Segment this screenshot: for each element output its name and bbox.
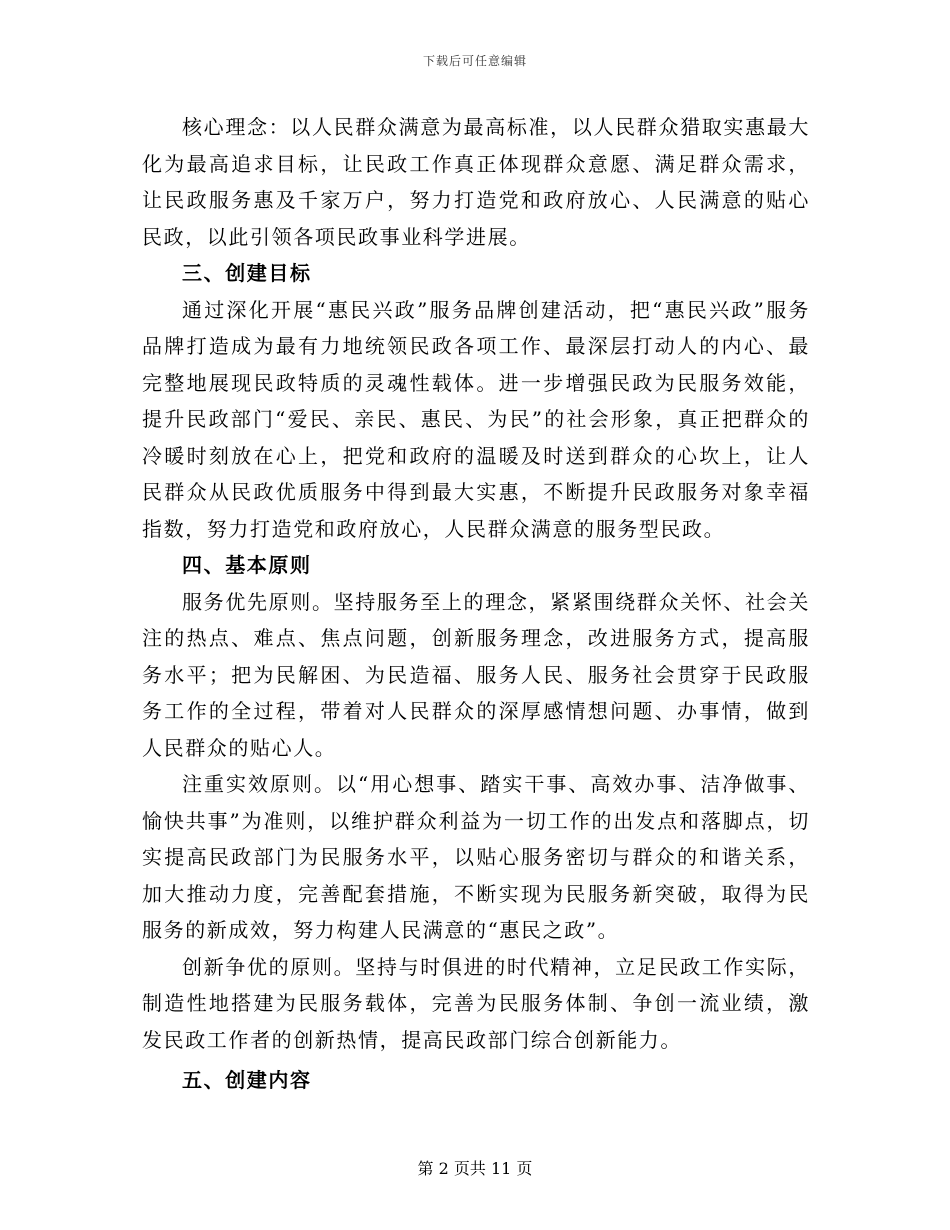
document-body: [142, 109, 810, 1099]
section-heading-goals: 三、创建目标: [182, 261, 312, 285]
page-footer: 第 2 页共 11 页: [417, 1159, 533, 1178]
paragraph-effectiveness: 注重实效原则。以“用心想事、踏实干事、高效办事、洁净做事、愉快共事”为准则，以维护群众利益为一切工作的出发点和落脚点，切实提高民政部门为民服务水平，以贴心服务密切与群众的和谐关系，加大推动力度，完善配套措施，不断实现为民服务新突破，取得为民服务的新成效，努力构建人民满意的“惠民之政”。: [142, 772, 810, 942]
page-header: 下载后可任意编辑: [422, 54, 527, 68]
paragraph-innovation: 创新争优的原则。坚持与时俱进的时代精神，立足民政工作实际，制造性地搭建为民服务载体，完善为民服务体制、争创一流业绩，激发民政工作者的创新热情，提高民政部门综合创新能力。: [142, 954, 810, 1052]
paragraph-core-concept: 核心理念：以人民群众满意为最高标准，以人民群众猎取实惠最大化为最高追求目标，让民政工作真正体现群众意愿、满足群众需求，让民政服务惠及千家万户，努力打造党和政府放心、人民满意的贴心民政，以此引领各项民政事业科学进展。: [142, 115, 810, 249]
section-heading-content: 五、创建内容: [182, 1068, 312, 1092]
paragraph-goals: 通过深化开展“惠民兴政”服务品牌创建活动，把“惠民兴政”服务品牌打造成为最有力地统领民政各项工作、最深层打动人的内心、最完整地展现民政特质的灵魂性载体。进一步增强民政为民服务效能，提升民政部门“爱民、亲民、惠民、为民”的社会形象，真正把群众的冷暖时刻放在心上，把党和政府的温暖及时送到群众的心坎上，让人民群众从民政优质服务中得到最大实惠，不断提升民政服务对象幸福指数，努力打造党和政府放心，人民群众满意的服务型民政。: [142, 297, 810, 541]
paragraph-service-first: 服务优先原则。坚持服务至上的理念，紧紧围绕群众关怀、社会关注的热点、难点、焦点问题，创新服务理念，改进服务方式，提高服务水平；把为民解困、为民造福、服务人民、服务社会贯穿于民政服务工作的全过程，带着对人民群众的深厚感情想问题、办事情，做到人民群众的贴心人。: [142, 589, 810, 760]
section-heading-principles: 四、基本原则: [182, 553, 312, 577]
